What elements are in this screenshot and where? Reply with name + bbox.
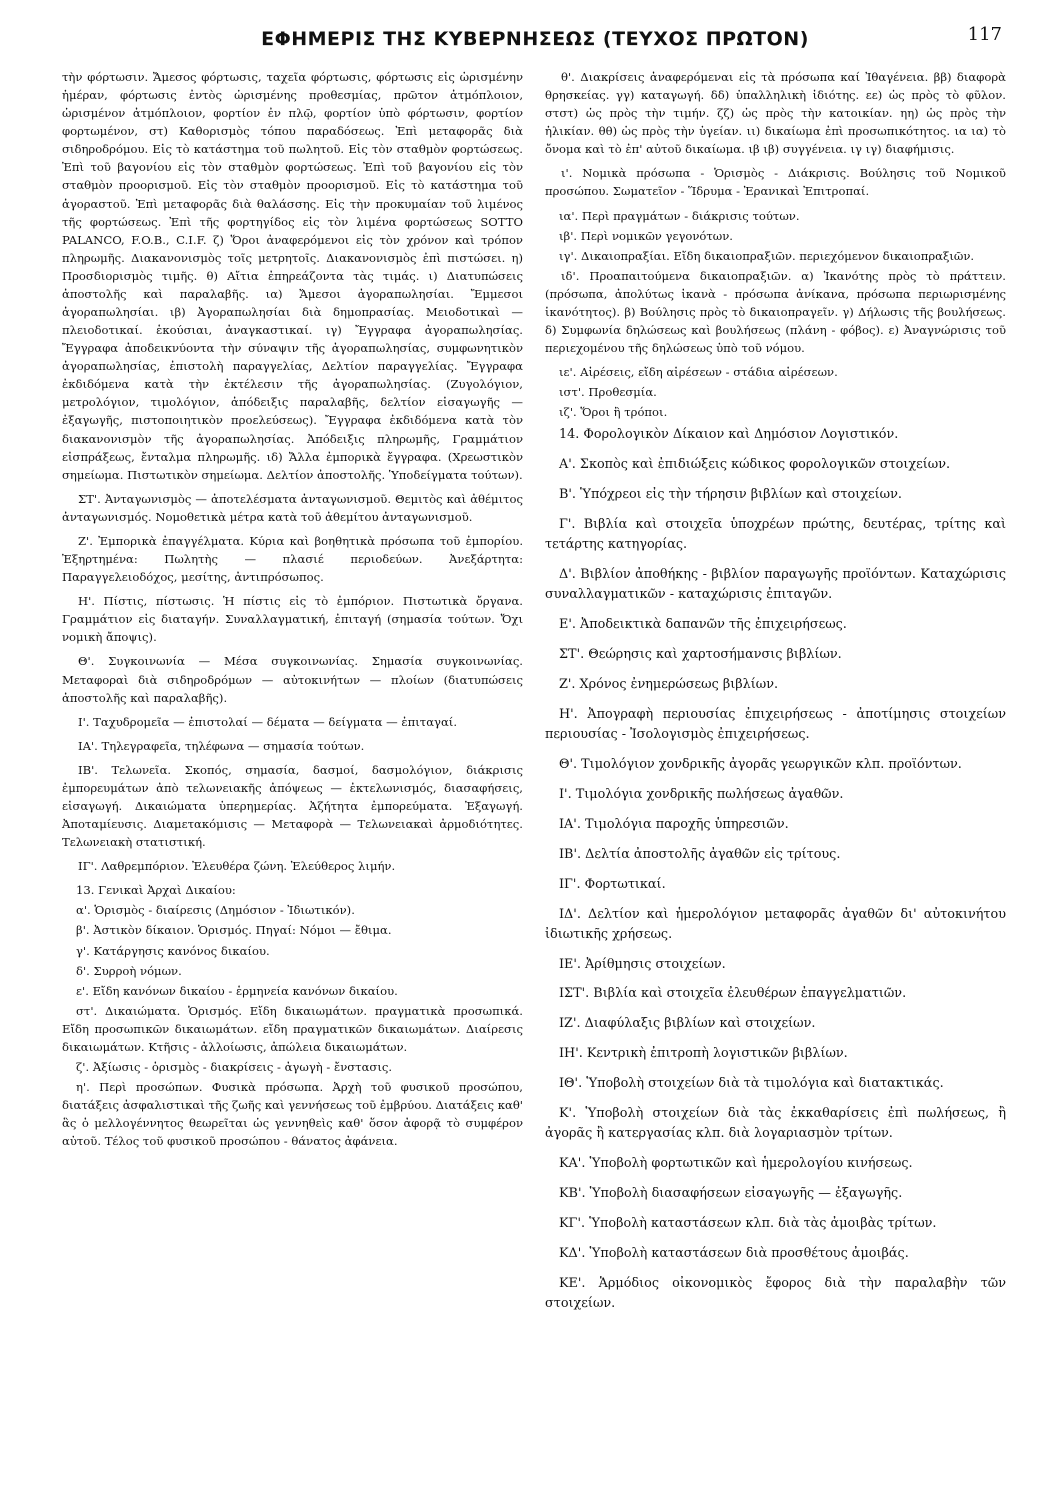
list-item: ΙΕ'. Ἀρίθμησις στοιχείων. (559, 956, 726, 972)
list-item: β'. Ἀστικὸν δίκαιον. Ὁρισμός. Πηγαί: Νόμοι — ἔθιμα. (76, 923, 392, 938)
list-item: ΚΑ'. Ὑποβολὴ φορτωτικῶν καὶ ἡμερολογίου κινήσεως. (559, 1156, 913, 1172)
list-item: Ι'. Τιμολόγια χονδρικῆς πωλήσεως ἀγαθῶν. (559, 786, 844, 802)
list-item: ιβ'. Περὶ νομικῶν γεγονότων. (559, 228, 733, 243)
list-item: ΣΤ'. Θεώρησις καὶ χαρτοσήμανσις βιβλίων. (559, 647, 842, 663)
list-item: ΚΓ'. Ὑποβολὴ καταστάσεων κλπ. διὰ τὰς ἀμοιβὰς τρίτων. (559, 1216, 937, 1232)
paragraph: ΣΤ'. Ἀνταγωνισμὸς — ἀποτελέσματα ἀνταγωνισμοῦ. Θεμιτὸς καὶ ἀθέμιτος ἀνταγωνισμός. Νομοθετικὰ μέτρα κατὰ τοῦ ἀθεμίτου ἀνταγωνισμοῦ. (62, 491, 523, 524)
list-item: ζ'. Ἀξίωσις - ὁρισμὸς - διακρίσεις - ἀγωγὴ - ἔνστασις. (76, 1059, 393, 1074)
list-item: η'. Περὶ προσώπων. Φυσικὰ πρόσωπα. Ἀρχὴ τοῦ φυσικοῦ προσώπου, διατάξεις ἀσφαλιστικαὶ τῆς ζωῆς καὶ γεννήσεως τοῦ ἐμβρύου. Διατάξεις καθ' ἃς ὁ μελλογέννητος θεωρεῖται ὡς γεννηθεὶς καθ' ὅσον ἀφορᾷ τὸ συμφέρον αὐτοῦ. Τέλος τοῦ φυσικοῦ προσώπου - θάνατος ἀφάνεια. (62, 1080, 523, 1149)
list-item: ΙΖ'. Διαφύλαξις βιβλίων καὶ στοιχείων. (559, 1016, 816, 1032)
list-item: ΙΣΤ'. Βιβλία καὶ στοιχεῖα ἐλευθέρων ἐπαγγελματιῶν. (559, 986, 907, 1002)
list-item: ΙΗ'. Κεντρικὴ ἐπιτροπὴ λογιστικῶν βιβλίων. (559, 1046, 848, 1062)
list-item: ια'. Περὶ πραγμάτων - διάκρισις τούτων. (559, 208, 800, 223)
list-item: Δ'. Βιβλίον ἀποθήκης - βιβλίον παραγωγῆς προϊόντων. Καταχώρισις συναλλαγματικῶν - καταχώρισις ἐπιταγῶν. (545, 567, 1006, 603)
list-item: ΙΑ'. Τιμολόγια παροχῆς ὑπηρεσιῶν. (559, 816, 789, 832)
paragraph: Ζ'. Ἐμπορικὰ ἐπαγγέλματα. Κύρια καὶ βοηθητικὰ πρόσωπα τοῦ ἐμπορίου. Ἐξηρτημένα: Πωλητὴς — πλασιέ περιοδεύων. Ἀνεξάρτητα: Παραγγελειοδόχος, μεσίτης, ἀντιπρόσωπος. (62, 533, 523, 585)
list-item: ιστ'. Προθεσμία. (559, 385, 657, 400)
list-item: Θ'. Τιμολόγιον χονδρικῆς ἀγορᾶς γεωργικῶν κλπ. προϊόντων. (559, 756, 962, 772)
list-item: ΚΔ'. Ὑποβολὴ καταστάσεων διὰ προσθέτους ἀμοιβάς. (559, 1246, 909, 1262)
section-heading: 13. Γενικαὶ Ἀρχαὶ Δικαίου: (76, 883, 236, 898)
right-column (545, 68, 1006, 1324)
list-item: ΚΒ'. Ὑποβολὴ διασαφήσεων εἰσαγωγῆς — ἐξαγωγῆς. (559, 1186, 903, 1202)
paragraph: ι'. Νομικὰ πρόσωπα - Ὁρισμὸς - Διάκρισις. Βούλησις τοῦ Νομικοῦ προσώπου. Σωματεῖον - Ἵδρυμα - Ἐρανικαὶ Ἐπιτροπαί. (545, 166, 1006, 199)
list-item: γ'. Κατάργησις κανόνος δικαίου. (76, 943, 270, 958)
list-item: α'. Ὁρισμὸς - διαίρεσις (Δημόσιον - Ἰδιωτικόν). (76, 903, 355, 918)
paragraph: ΙΒ'. Τελωνεῖα. Σκοπός, σημασία, δασμοί, δασμολόγιον, διάκρισις ἐμπορευμάτων ἀπὸ τελωνειακῆς ἀπόψεως — ἐκτελωνισμός, διασαφήσεις, εἰσαγωγή. Δικαιώματα ὑπερημερίας. Ἀζήτητα ἐμπορεύματα. Ἐξαγωγή. Ἀποταμίευσις. Διαμετακόμισις — Μεταφορὰ — Τελωνειακαὶ ἀρμοδιότητες. Τελωνειακὴ στατιστική. (62, 762, 523, 850)
page-header (62, 18, 1008, 68)
list-item: ιζ'. Ὅροι ἢ τρόποι. (559, 405, 668, 420)
list-item: Β'. Ὑπόχρεοι εἰς τὴν τήρησιν βιβλίων καὶ στοιχείων. (559, 487, 902, 503)
list-item: ΚΕ'. Ἁρμόδιος οἰκονομικὸς ἔφορος διὰ τὴν παραλαβὴν τῶν στοιχείων. (545, 1276, 1006, 1311)
paragraph: Ι'. Ταχυδρομεῖα — ἐπιστολαί — δέματα — δείγματα — ἐπιταγαί. (78, 714, 458, 729)
paragraph: θ'. Διακρίσεις ἀναφερόμεναι εἰς τὰ πρόσωπα καί Ἰθαγένεια. ββ) διαφορὰ θρησκείας. γγ) καταγωγή. δδ) ὑπαλληλικὴ ἰδιότης. εε) ὡς πρὸς τὸ φῦλον. στστ) ὡς πρὸς τὴν τιμήν. ζζ) ὡς πρὸς τὴν κατοικίαν. ηη) ὡς πρὸς τὴν ἡλικίαν. θθ) ὡς πρὸς τὴν ὑγείαν. ιι) δικαίωμα ἐπὶ προσωπικότητος. ια ια) τὸ ὄνομα καὶ τὸ ἐπ' αὐτοῦ δικαίωμα. ιβ ιβ) συγγένεια. ιγ ιγ) διαφήμισις. (545, 70, 1006, 157)
section-heading: 14. Φορολογικὸν Δίκαιον καὶ Δημόσιον Λογιστικόν. (559, 427, 899, 443)
list-item: Κ'. Ὑποβολὴ στοιχείων διὰ τὰς ἐκκαθαρίσεις ἐπὶ πωλήσεως, ἢ ἀγορᾶς ἢ κατεργασίας κλπ. διὰ λογαριασμὸν τρίτων. (545, 1106, 1006, 1142)
paragraph: Θ'. Συγκοινωνία — Μέσα συγκοινωνίας. Σημασία συγκοινωνίας. Μεταφοραὶ διὰ σιδηροδρόμων — αὐτοκινήτων — πλοίων (διατυπώσεις ἀποστολῆς καὶ παραλαβῆς). (62, 654, 523, 705)
list-item: ΙΓ'. Φορτωτικαί. (559, 876, 666, 892)
list-item: ιγ'. Δικαιοπραξίαι. Εἴδη δικαιοπραξιῶν. περιεχόμενον δικαιοπραξιῶν. (559, 248, 975, 263)
list-item: δ'. Συρροὴ νόμων. (76, 963, 182, 978)
list-item: Η'. Ἀπογραφὴ περιουσίας ἐπιχειρήσεως - ἀποτίμησις στοιχείων περιουσίας - Ἰσολογισμὸς ἐπιχειρήσεως. (545, 706, 1006, 742)
paragraph: ιδ'. Προαπαιτούμενα δικαιοπραξιῶν. α) Ἱκανότης πρὸς τὸ πράττειν. (πρόσωπα, ἀπολύτως ἱκανὰ - πρόσωπα ἀνίκανα, πρόσωπα περιωρισμένης ἱκανότητος). β) Βούλησις πρὸς τὸ δικαιοπραγεῖν. γ) Δήλωσις τῆς βουλήσεως. δ) Συμφωνία δηλώσεως καὶ βουλήσεως (πλάνη - φόβος). ε) Ἀναγνώρισις τοῦ περιεχομένου τῆς δηλώσεως ὑπὸ τοῦ νόμου. (545, 268, 1006, 356)
list-item: ιε'. Αἱρέσεις, εἴδη αἱρέσεων - στάδια αἱρέσεων. (559, 365, 838, 380)
list-item: στ'. Δικαιώματα. Ὁρισμός. Εἴδη δικαιωμάτων. πραγματικὰ προσωπικά. Εἴδη προσωπικῶν δικαιωμάτων. εἴδη πραγματικῶν δικαιωμάτων. Διαίρεσις δικαιωμάτων. Κτῆσις - ἀλλοίωσις, ἀπώλεια δικαιωμάτων. (62, 1003, 523, 1054)
list-item: Ε'. Ἀποδεικτικὰ δαπανῶν τῆς ἐπιχειρήσεως. (559, 617, 847, 633)
paragraph: τὴν φόρτωσιν. Ἄμεσος φόρτωσις, ταχεῖα φόρτωσις, φόρτωσις εἰς ὡρισμένην ἡμέραν, φόρτωσις ἐντὸς ὡρισμένης προθεσμίας, πρῶτον ἀτμόπλοιον, ὡρισμένον ἀτμόπλοιον, φορτίον ἐν πλῷ, φορτίον ὑπὸ φόρτωσιν, φορτίον φορτωμένον, στ) Καθορισμὸς τόπου παραδόσεως. Ἐπὶ μεταφορᾶς διὰ σιδηροδρόμου. Εἰς τὸ κατάστημα τοῦ πωλητοῦ. Εἰς τὸν σταθμὸν φορτώσεως. Ἐπὶ τοῦ βαγονίου εἰς τὸν σταθμὸν φορτώσεως. Ἐπὶ τοῦ βαγονίου εἰς τὸν σταθμὸν προορισμοῦ. Εἰς τὸν σταθμὸν προορισμοῦ. Εἰς τὸ κατάστημα τοῦ ἀγοραστοῦ. Ἐπὶ μεταφορᾶς διὰ θαλάσσης. Εἰς τὴν προκυμαίαν τοῦ λιμένος τῆς φορτώσεως. Ἐπὶ τῆς φορτηγίδος εἰς τὸν λιμένα φορτώσεως SOTTO PALANCO, F.O.B., C.I.F. ζ) Ὅροι ἀναφερόμενοι εἰς τὸν χρόνον καὶ τρόπον πληρωμῆς. Διακανονισμὸς τοῖς μετρητοῖς. Διακανονισμὸς ἐπὶ πιστώσει. η) Προσδιορισμὸς τιμῆς. θ) Αἴτια ἐπηρεάζοντα τὰς τιμάς. ι) Διατυπώσεις ἀποστολῆς καὶ παραλαβῆς. ια) Ἄμεσοι ἀγοραπωλησίαι. Ἔμμεσοι ἀγοραπωλησίαι. ιβ) Ἀγοραπωλησίαι διὰ δημοπρασίας. Μειοδοτικαὶ — πλειοδοτικαί. ἑκούσιαι, ἀναγκαστικαί. ιγ) Ἔγγραφα ἀγοραπωλησίας. Ἔγγραφα ἀποδεικνύοντα τὴν σύναψιν τῆς ἀγοραπωλησίας, συμφωνητικὸν ἀγοραπωλησίας, ἐπιστολὴ παραγγελίας, Δελτίον παραγγελίας. Ἔγγραφα ἐκδιδόμενα κατὰ τὴν ἐκτέλεσιν τῆς ἀγοραπωλησίας. (Ζυγολόγιον, μετρολόγιον, τιμολόγιον, ἀπόδειξις παραλαβῆς, δελτίον εἰσαγωγῆς — ἐξαγωγῆς, πιστοποιητικὸν προελεύσεως). Ἔγγραφα ἐκδιδόμενα κατὰ τὸν διακανονισμὸν τῆς ἀγοραπωλησίας. Ἀπόδειξις πληρωμῆς, Γραμμάτιον εἰσπράξεως, ἔνταλμα πληρωμῆς. ιδ) Ἄλλα ἐμπορικὰ ἔγγραφα. (Χρεωστικὸν σημείωμα. Πιστωτικὸν σημείωμα. Δελτίον ἀποστολῆς. Ὑποδείγματα τούτων). (62, 70, 523, 482)
list-item: ΙΒ'. Δελτία ἀποστολῆς ἀγαθῶν εἰς τρίτους. (559, 846, 841, 862)
list-item: ΙΔ'. Δελτίον καὶ ἡμερολόγιον μεταφορᾶς ἀγαθῶν δι' αὐτοκινήτου ἰδιωτικῆς χρήσεως. (545, 906, 1006, 942)
list-item: ΙΘ'. Ὑποβολὴ στοιχείων διὰ τὰ τιμολόγια καὶ διατακτικάς. (559, 1076, 944, 1092)
left-column (62, 68, 523, 1324)
paragraph: ΙΑ'. Τηλεγραφεῖα, τηλέφωνα — σημασία τούτων. (78, 738, 365, 753)
list-item: Ζ'. Χρόνος ἐνημερώσεως βιβλίων. (559, 676, 779, 692)
page-number: 117 (967, 24, 1002, 45)
paragraph: ΙΓ'. Λαθρεμπόριον. Ἐλευθέρα ζώνη. Ἐλεύθερος λιμήν. (78, 859, 396, 874)
list-item: ε'. Εἴδη κανόνων δικαίου - ἑρμηνεία κανόνων δικαίου. (76, 983, 398, 998)
gazette-title: ΕΦΗΜΕΡΙΣ ΤΗΣ ΚΥΒΕΡΝΗΣΕΩΣ (ΤΕΥΧΟΣ ΠΡΩΤΟΝ) (261, 28, 809, 50)
list-item: Α'. Σκοπὸς καὶ ἐπιδιώξεις κώδικος φορολογικῶν στοιχείων. (559, 457, 951, 473)
list-item: Γ'. Βιβλία καὶ στοιχεῖα ὑποχρέων πρώτης, δευτέρας, τρίτης καὶ τετάρτης κατηγορίας. (545, 517, 1006, 553)
paragraph: Η'. Πίστις, πίστωσις. Ἡ πίστις εἰς τὸ ἐμπόριον. Πιστωτικὰ ὄργανα. Γραμμάτιον εἰς διαταγήν. Συναλλαγματική, ἐπιταγή (σημασία τούτων. Ὄχι νομικὴ ἄποψις). (62, 594, 523, 645)
text-columns (62, 68, 1008, 1324)
